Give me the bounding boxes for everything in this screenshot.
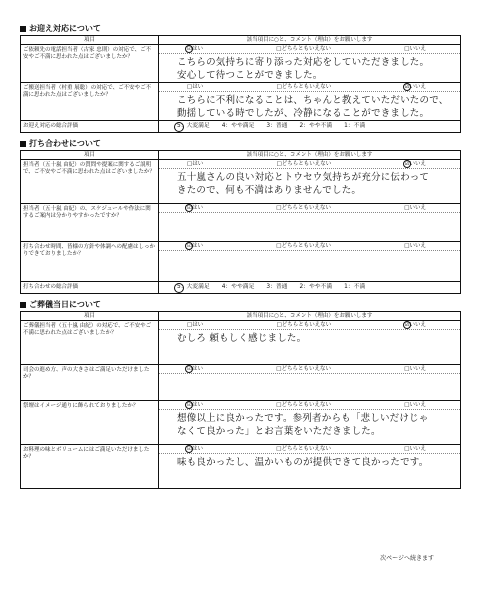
answer-options xyxy=(159,445,460,454)
rating-option[interactable] xyxy=(344,121,365,132)
option-label: はい xyxy=(192,161,204,167)
checkbox-icon: ☑ xyxy=(187,446,192,452)
checkbox-icon: □ xyxy=(276,446,282,452)
option-neither[interactable] xyxy=(276,401,331,409)
option-label: いいえ xyxy=(409,322,426,328)
option-no[interactable] xyxy=(404,401,426,409)
rating-scale xyxy=(159,121,460,132)
checkbox-icon: □ xyxy=(276,366,282,372)
handwritten-comment: 五十嵐さんの良い対応とトウセウ気持ちが充分に伝わって きたので、何も不満はありませんでした。 xyxy=(177,172,430,196)
square-bullet-icon xyxy=(20,26,26,32)
handwritten-comment: 想像以上に良かったです。参列者からも「悲しいだけじゃ なくて良かった」とお言葉をいただきました。 xyxy=(177,413,429,437)
answer-options xyxy=(159,45,460,54)
option-label: いいえ xyxy=(409,84,426,90)
checkbox-icon: □ xyxy=(404,402,410,408)
option-yes[interactable] xyxy=(187,401,203,409)
checkbox-icon: □ xyxy=(187,161,193,167)
question-row xyxy=(21,204,461,242)
rating-label: 1：不満 xyxy=(344,123,366,129)
option-neither[interactable] xyxy=(276,445,331,453)
question-text: ご依頼先の電話担当者（古家 忠則）の対応で、ご不安やご不満に思われた点はございましたか？ xyxy=(21,45,159,83)
rating-cell xyxy=(159,121,461,133)
handwritten-comment: こちらの気持ちに寄り添った対応をしていただきました。 安心して待つことができました。 xyxy=(177,57,430,81)
option-label: はい xyxy=(191,205,203,211)
answer-cell xyxy=(159,365,461,401)
answer-cell xyxy=(159,160,461,204)
checkbox-icon: ☑ xyxy=(404,161,410,167)
checkbox-icon: ☑ xyxy=(187,243,192,249)
option-no[interactable] xyxy=(405,160,426,168)
option-yes[interactable] xyxy=(187,365,203,373)
rating-scale xyxy=(159,282,460,293)
option-label: いいえ xyxy=(409,366,426,372)
rating-option[interactable] xyxy=(299,282,332,293)
question-row xyxy=(21,45,461,83)
square-bullet-icon xyxy=(20,141,26,147)
rating-label: 3：普通 xyxy=(266,284,288,290)
option-neither[interactable] xyxy=(277,160,332,168)
checkbox-icon: □ xyxy=(276,46,282,52)
rating-label: 2：やや不満 xyxy=(299,284,333,290)
answer-cell xyxy=(159,321,461,365)
option-neither[interactable] xyxy=(276,204,331,212)
selected-circle-icon xyxy=(174,283,184,293)
rating-option[interactable] xyxy=(177,282,210,293)
rating-option[interactable] xyxy=(266,282,287,293)
summary-row xyxy=(21,282,461,294)
next-page-note: 次ページへ続きます xyxy=(380,555,434,562)
answer-options xyxy=(159,204,460,213)
checkbox-icon: □ xyxy=(276,84,282,90)
rating-label: 3：普通 xyxy=(266,123,288,129)
rating-option[interactable] xyxy=(344,282,365,293)
option-neither[interactable] xyxy=(277,321,332,329)
rating-option[interactable] xyxy=(177,121,210,132)
option-label: はい xyxy=(192,84,204,90)
option-no[interactable] xyxy=(405,321,426,329)
question-row xyxy=(21,160,461,204)
checkbox-icon: □ xyxy=(276,161,282,167)
section xyxy=(20,300,460,489)
header-row xyxy=(21,151,461,160)
column-header-question: 項目 xyxy=(21,151,159,160)
section-title-text: ご葬儀当日について xyxy=(29,300,101,309)
answer-options xyxy=(159,365,460,374)
option-no[interactable] xyxy=(404,45,426,53)
rating-label: 5：大変満足 xyxy=(177,123,210,129)
answer-cell xyxy=(159,204,461,242)
section-title xyxy=(20,139,460,149)
question-row xyxy=(21,83,461,121)
section xyxy=(20,24,460,133)
rating-label: 5：大変満足 xyxy=(177,284,210,290)
handwritten-comment: むしろ 頼もしく感じました。 xyxy=(177,333,307,344)
handwritten-comment: 味も良かったし、温かいものが提供できて良かったです。 xyxy=(177,457,429,468)
checkbox-icon: □ xyxy=(276,402,282,408)
option-label: はい xyxy=(191,366,203,372)
option-label: どちらともいえない xyxy=(281,84,332,90)
question-text: お料理の味とボリュームにはご満足いただけましたか？ xyxy=(21,445,159,489)
option-label: どちらともいえない xyxy=(281,205,331,211)
question-row xyxy=(21,445,461,489)
checkbox-icon: ☑ xyxy=(187,205,192,211)
checkbox-icon: □ xyxy=(404,366,410,372)
square-bullet-icon xyxy=(20,302,26,308)
checkbox-icon: □ xyxy=(404,46,410,52)
answer-options xyxy=(159,83,460,92)
question-text: ご葬儀担当者（五十嵐 由紀）の対応で、ご不安やご不満に思われた点はございましたか？ xyxy=(21,321,159,365)
checkbox-icon: ☑ xyxy=(187,46,192,52)
question-row xyxy=(21,401,461,445)
option-label: どちらともいえない xyxy=(281,46,331,52)
option-label: どちらともいえない xyxy=(281,402,331,408)
rating-option[interactable] xyxy=(222,282,255,293)
section-title-text: 打ち合わせについて xyxy=(29,139,101,148)
section-title xyxy=(20,24,460,34)
option-no[interactable] xyxy=(405,83,426,91)
answer-options xyxy=(159,321,460,330)
summary-row xyxy=(21,121,461,133)
question-text: ご搬送担当者（村重 展聡）の対応で、ご不安やご不満に思われた点はございましたか？ xyxy=(21,83,159,121)
option-label: いいえ xyxy=(409,205,426,211)
column-header-answer: 該当項目に○と、コメント（理由）をお願いします xyxy=(159,36,461,45)
column-header-answer: 該当項目に○と、コメント（理由）をお願いします xyxy=(159,151,461,160)
option-no[interactable] xyxy=(404,445,426,453)
answer-cell xyxy=(159,445,461,489)
rating-label: 1：不満 xyxy=(344,284,366,290)
option-label: どちらともいえない xyxy=(281,366,331,372)
option-yes[interactable] xyxy=(187,242,203,250)
checkbox-icon: ☑ xyxy=(404,322,410,328)
question-text: 担当者（五十嵐 由紀）の質問や提案に関するご説明で、ご不安やご不満に思われた点はございましたか？ xyxy=(21,160,159,204)
option-neither[interactable] xyxy=(277,83,332,91)
option-neither[interactable] xyxy=(276,242,331,250)
question-text: 担当者（五十嵐 由紀）の、スケジュールや作法に関するご案内は分かりやすかったですか？ xyxy=(21,204,159,242)
question-row xyxy=(21,242,461,282)
rating-option[interactable] xyxy=(299,121,332,132)
answer-cell xyxy=(159,242,461,282)
question-text: 打ち合わせ時間、皆様の方針や体調への配慮はしっかりできておりましたか？ xyxy=(21,242,159,282)
option-yes[interactable] xyxy=(187,321,203,329)
summary-label: お迎え対応の総合評価 xyxy=(21,121,159,133)
option-yes[interactable] xyxy=(187,45,203,53)
section xyxy=(20,139,460,294)
rating-option[interactable] xyxy=(266,121,287,132)
option-yes[interactable] xyxy=(187,160,203,168)
checkbox-icon: □ xyxy=(404,243,410,249)
rating-label: 2：やや不満 xyxy=(299,123,333,129)
handwritten-comment: こちらに不利になることは、ちゃんと教えていただいたので、 動揺している時でしたが、冷静になることができました。 xyxy=(177,95,449,119)
option-label: いいえ xyxy=(409,161,426,167)
option-yes[interactable] xyxy=(187,204,203,212)
survey-table xyxy=(20,311,461,489)
option-label: いいえ xyxy=(409,446,426,452)
section-title xyxy=(20,300,460,310)
option-label: はい xyxy=(191,402,203,408)
checkbox-icon: ☑ xyxy=(187,402,192,408)
option-label: いいえ xyxy=(409,243,426,249)
survey-table xyxy=(20,150,461,294)
option-label: はい xyxy=(191,243,203,249)
option-no[interactable] xyxy=(404,242,426,250)
selected-circle-icon xyxy=(174,122,184,132)
checkbox-icon: □ xyxy=(404,446,410,452)
summary-label: 打ち合わせの総合評価 xyxy=(21,282,159,294)
checkbox-icon: □ xyxy=(276,243,282,249)
rating-label: 4：やや満足 xyxy=(221,284,255,290)
option-neither[interactable] xyxy=(276,45,331,53)
column-header-answer: 該当項目に○と、コメント（理由）をお願いします xyxy=(159,312,461,321)
checkbox-icon: □ xyxy=(404,205,410,211)
question-text: 司会の進め方、声の大きさはご満足いただけましたか？ xyxy=(21,365,159,401)
question-text: 祭壇はイメージ通りに飾られておりましたか？ xyxy=(21,401,159,445)
checkbox-icon: ☑ xyxy=(187,366,192,372)
option-no[interactable] xyxy=(404,365,426,373)
answer-cell xyxy=(159,401,461,445)
option-yes[interactable] xyxy=(187,445,203,453)
option-label: はい xyxy=(192,322,204,328)
column-header-question: 項目 xyxy=(21,36,159,45)
question-row xyxy=(21,365,461,401)
answer-options xyxy=(159,242,460,251)
answer-cell xyxy=(159,45,461,83)
option-yes[interactable] xyxy=(187,83,203,91)
option-no[interactable] xyxy=(404,204,426,212)
question-row xyxy=(21,321,461,365)
checkbox-icon: □ xyxy=(187,322,193,328)
rating-cell xyxy=(159,282,461,294)
option-label: はい xyxy=(191,46,203,52)
header-row xyxy=(21,36,461,45)
option-label: いいえ xyxy=(409,46,426,52)
option-label: どちらともいえない xyxy=(281,446,331,452)
option-label: いいえ xyxy=(409,402,426,408)
rating-label: 4：やや満足 xyxy=(221,123,255,129)
option-label: どちらともいえない xyxy=(281,161,332,167)
section-title-text: お迎え対応について xyxy=(29,24,101,33)
header-row xyxy=(21,312,461,321)
answer-options xyxy=(159,401,460,410)
rating-option[interactable] xyxy=(222,121,255,132)
checkbox-icon: ☑ xyxy=(404,84,410,90)
survey-table xyxy=(20,35,461,133)
checkbox-icon: □ xyxy=(276,205,282,211)
option-neither[interactable] xyxy=(276,365,331,373)
option-label: どちらともいえない xyxy=(281,243,331,249)
option-label: はい xyxy=(191,446,203,452)
option-label: どちらともいえない xyxy=(281,322,332,328)
answer-options xyxy=(159,160,460,169)
checkbox-icon: □ xyxy=(276,322,282,328)
checkbox-icon: □ xyxy=(187,84,193,90)
answer-cell xyxy=(159,83,461,121)
column-header-question: 項目 xyxy=(21,312,159,321)
